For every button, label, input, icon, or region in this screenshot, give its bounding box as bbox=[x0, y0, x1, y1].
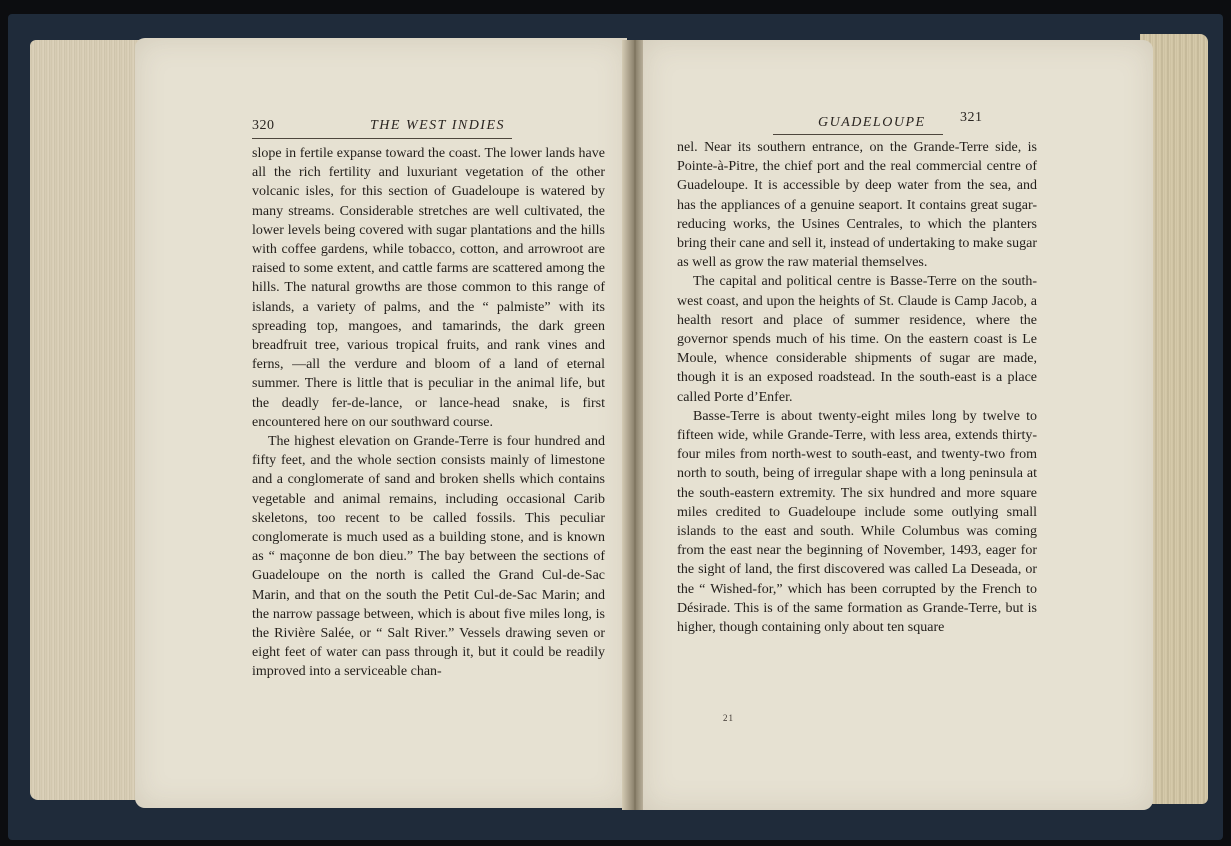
running-title: GUADELOUPE bbox=[818, 115, 926, 130]
running-title: THE WEST INDIES bbox=[370, 118, 506, 133]
paragraph: slope in fertile expanse toward the coast. The lower lands have all the rich fertility and luxuriant vegetation of the other volcanic isles, for this section of Guadeloupe is watered by many streams. Considerable stretches are well cultivated, the lower levels being covered with sugar plantations and the hills with coffee gardens, while tobacco, cotton, and arrowroot are raised to some extent, and cattle farms are scattered among the hills. The natural growths are those common to this range of islands, a variety of palms, and the “ palmiste” with its spreading top, mangoes, and tamarinds, the dark green breadfruit tree, various tropical fruits, and rank vines and ferns, —all the verdure and bloom of a land of eternal summer. There is little that is peculiar in the animal life, but the deadly fer-de-lance, or lance-head snake, is first encountered here on our southward course. bbox=[252, 146, 605, 430]
left-page bbox=[135, 38, 627, 808]
header-rule bbox=[252, 138, 512, 139]
paragraph: nel. Near its southern entrance, on the Grande-Terre side, is Pointe-à-Pitre, the chief port and the real commercial centre of Guadeloupe. It is accessible by deep water from the sea, and has the appliances of a genuine seaport. It contains great sugar-reducing works, the Usines Centrales, to which the planters bring their cane and sell it, instead of undertaking to make sugar as well as grow the raw material themselves. bbox=[677, 140, 1038, 271]
left-page-edges bbox=[30, 40, 142, 800]
page-number: 320 bbox=[252, 118, 275, 133]
right-page-body bbox=[677, 138, 1037, 637]
left-page-body bbox=[252, 144, 605, 682]
right-page bbox=[643, 40, 1153, 810]
left-page-header bbox=[135, 38, 627, 133]
right-page-header bbox=[643, 40, 1153, 130]
page-number: 321 bbox=[960, 110, 983, 125]
paragraph: Basse-Terre is about twenty-eight miles long by twelve to fifteen wide, while Grande-Terre, with less area, extends thirty-four miles from north-west to south-east, and twenty-two from north to south, being of irregular shape with a long peninsula at the south-eastern extremity. The six hundred and more square miles credited to Guadeloupe include some outlying small islands to the east and south. While Columbus was coming from the east near the beginning of November, 1493, eager for the sight of land, the first discovered was called La Deseada, or the “ Wished-for,” which has been corrupted by the French to Désirade. This is of the same formation as Grande-Terre, but is higher, though containing only about ten square bbox=[677, 408, 1037, 636]
header-rule bbox=[773, 134, 943, 135]
paragraph: The capital and political centre is Basse-Terre on the south-west coast, and upon the heights of St. Claude is Camp Jacob, a health resort and place of summer residence, where the governor spends much of his time. On the eastern coast is Le Moule, whence considerable shipments of sugar are made, though it is an exposed roadstead. In the south-east is a place called Porte d’Enfer. bbox=[677, 274, 1037, 405]
paragraph: The highest elevation on Grande-Terre is four hundred and fifty feet, and the whole section consists mainly of limestone and a conglomerate of sand and broken shells which contains vegetable and animal remains, including occasional Carib skeletons, too recent to be called fossils. This peculiar conglomerate is much used as a building stone, and is known as “ maçonne de bon dieu.” The bay between the sections of Guadeloupe on the north is called the Grand Cul-de-Sac Marin, and that on the south the Petit Cul-de-Sac Marin; and the narrow passage between, which is about five miles long, is the Rivière Salée, or “ Salt River.” Vessels drawing seven or eight feet of water can pass through it, but it could be readily improved into a serviceable chan- bbox=[252, 434, 605, 680]
signature-mark: 21 bbox=[723, 713, 734, 723]
